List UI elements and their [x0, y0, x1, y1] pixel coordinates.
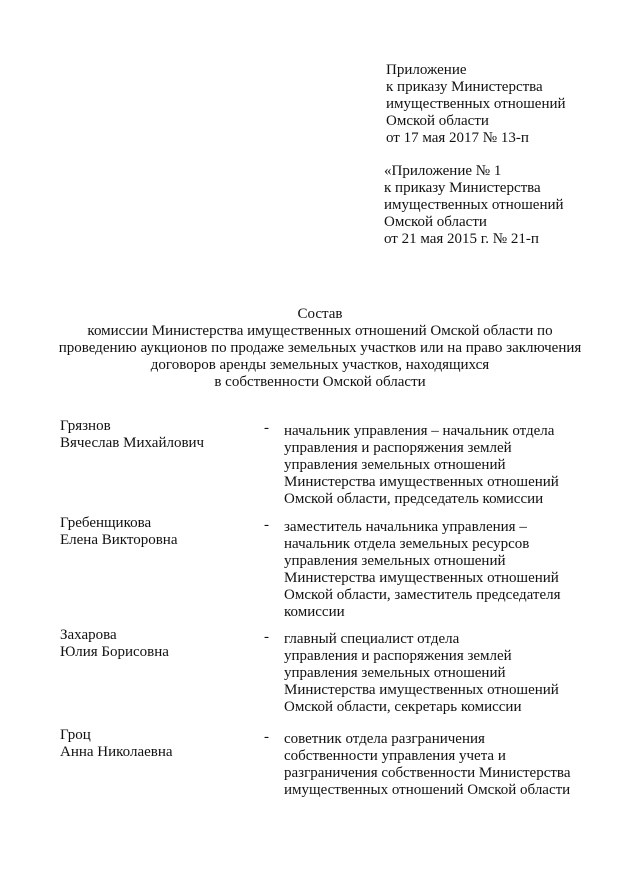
member-role-line: управления земельных отношений: [284, 665, 506, 681]
member-role-line: управления и распоряжения землей: [284, 648, 512, 664]
member-dash: -: [264, 629, 269, 645]
member-surname: Грязнов: [60, 418, 111, 434]
member-name: [60, 627, 169, 661]
member-given-names: Вячеслав Михайлович: [60, 435, 205, 451]
appendix-line: от 17 мая 2017 № 13-п: [386, 130, 529, 146]
member-surname: Гребенщикова: [60, 515, 152, 531]
appendix-ref-line: Омской области: [384, 214, 487, 230]
member-role-line: Министерства имущественных отношений: [284, 570, 559, 586]
title-line: Состав: [297, 306, 343, 322]
member-role-line: управления земельных отношений: [284, 553, 506, 569]
title-line: в собственности Омской области: [214, 374, 426, 390]
appendix-line: к приказу Министерства: [386, 79, 543, 95]
member-role-line: Министерства имущественных отношений: [284, 474, 559, 490]
appendix-line: Приложение: [386, 62, 467, 78]
member-dash: -: [264, 420, 269, 436]
member-given-names: Анна Николаевна: [60, 744, 173, 760]
member-role-line: главный специалист отдела: [284, 631, 460, 647]
appendix-header: [386, 62, 566, 147]
member-role: [284, 519, 560, 621]
title-line: проведению аукционов по продаже земельных участков или на право заключения: [58, 340, 582, 356]
appendix-reference: [384, 163, 564, 248]
member-role-line: советник отдела разграничения: [284, 731, 485, 747]
appendix-ref-line: «Приложение № 1: [384, 163, 502, 179]
member-role-line: комиссии: [284, 604, 345, 620]
member-role-line: Министерства имущественных отношений: [284, 682, 559, 698]
appendix-line: Омской области: [386, 113, 489, 129]
title-line: комиссии Министерства имущественных отношений Омской области по: [87, 323, 553, 339]
appendix-ref-line: к приказу Министерства: [384, 180, 541, 196]
appendix-ref-line: от 21 мая 2015 г. № 21-п: [384, 231, 539, 247]
member-surname: Захарова: [60, 627, 117, 643]
member-role-line: управления и распоряжения землей: [284, 440, 512, 456]
appendix-line: имущественных отношений: [386, 96, 566, 112]
member-role: [284, 423, 559, 508]
title-line: договоров аренды земельных участков, находящихся: [150, 357, 490, 373]
member-given-names: Юлия Борисовна: [60, 644, 169, 660]
member-given-names: Елена Викторовна: [60, 532, 178, 548]
member-name: [60, 727, 173, 761]
member-role: [284, 731, 570, 799]
member-role-line: начальник управления – начальник отдела: [284, 423, 555, 439]
member-role-line: разграничения собственности Министерства: [284, 765, 571, 781]
member-role-line: начальник отдела земельных ресурсов: [284, 536, 530, 552]
member-name: [60, 515, 178, 549]
member-role-line: Омской области, председатель комиссии: [284, 491, 544, 507]
member-role-line: Омской области, заместитель председателя: [284, 587, 561, 603]
member-role-line: имущественных отношений Омской области: [284, 782, 571, 798]
member-role: [284, 631, 559, 716]
member-dash: -: [264, 517, 269, 533]
member-role-line: управления земельных отношений: [284, 457, 506, 473]
appendix-ref-line: имущественных отношений: [384, 197, 564, 213]
document-title: [40, 306, 600, 391]
member-dash: -: [264, 729, 269, 745]
member-role-line: собственности управления учета и: [284, 748, 506, 764]
member-role-line: Омской области, секретарь комиссии: [284, 699, 522, 715]
member-role-line: заместитель начальника управления –: [284, 519, 527, 535]
member-surname: Гроц: [60, 727, 91, 743]
member-name: [60, 418, 204, 452]
